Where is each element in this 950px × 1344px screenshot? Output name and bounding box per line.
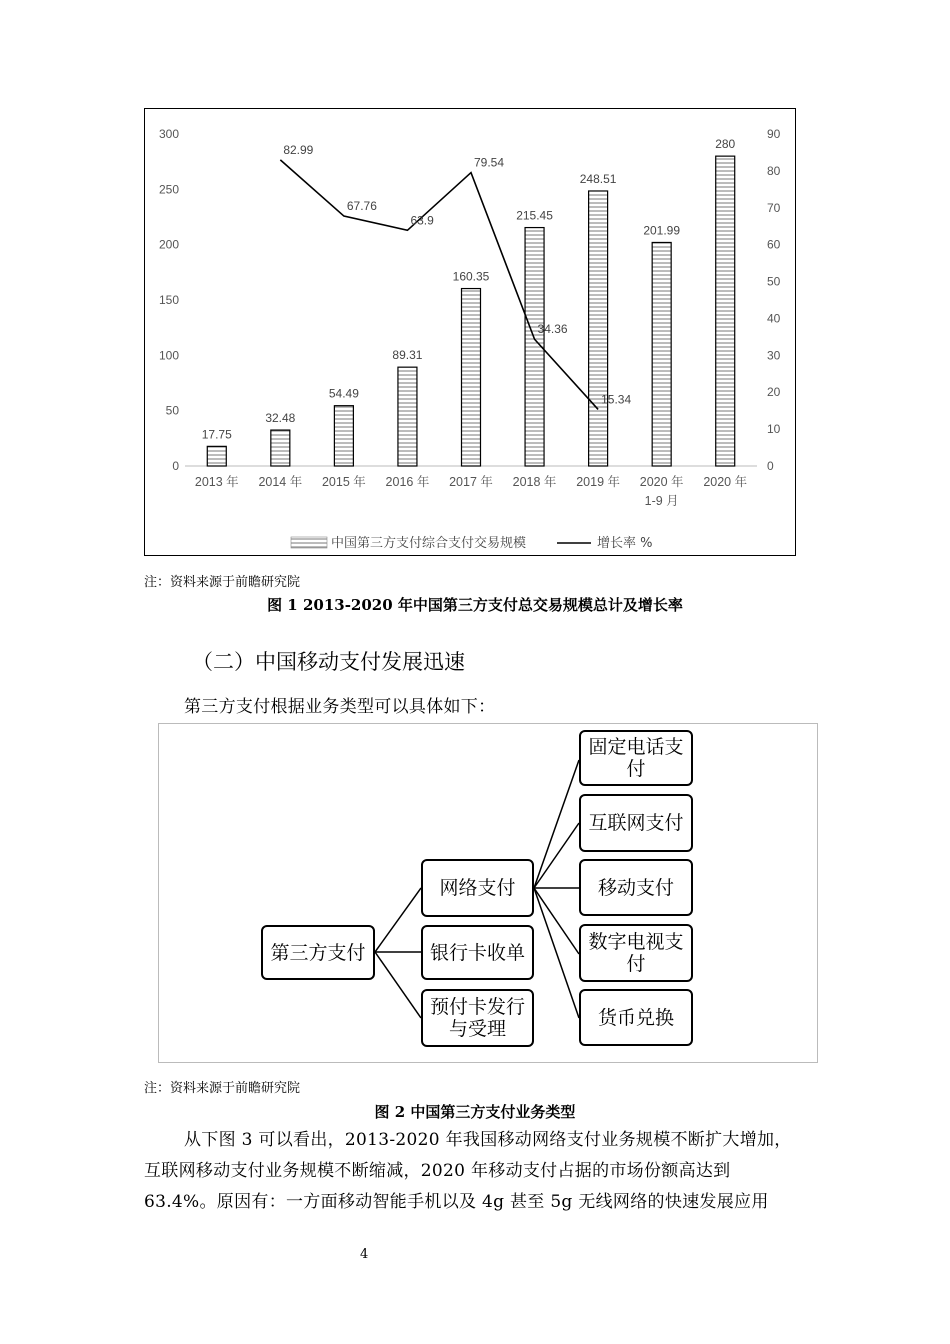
paragraph-line-3: 63.4%。原因有：一方面移动智能手机以及 4g 甚至 5g 无线网络的快速发展应用 [144, 1192, 769, 1212]
y-right-tick-label: 90 [767, 127, 781, 141]
line-value-label: 82.99 [283, 142, 314, 157]
paragraph-line-1: 从下图 3 可以看出，2013-2020 年我国移动网络支付业务规模不断扩大增加， [184, 1130, 792, 1150]
bar [652, 242, 671, 466]
x-tick-label: 2017 年 [449, 475, 493, 489]
y-right-tick-label: 80 [767, 163, 781, 178]
line-value-label: 15.34 [601, 392, 632, 407]
connector-root-mid3 [375, 952, 421, 1018]
bar [716, 156, 735, 466]
y-left-tick-label: 0 [172, 459, 179, 473]
bar [398, 367, 417, 466]
diagram-leaf-fixed-phone: 固定电话支付 [579, 730, 693, 786]
y-left-tick-label: 300 [158, 127, 179, 141]
x-tick-label: 1-9 月 [644, 494, 679, 508]
x-tick-label: 2013 年 [194, 475, 239, 489]
paragraph-line-2: 互联网移动支付业务规模不断缩减，2020 年移动支付占据的市场份额高达到 [144, 1161, 731, 1181]
page-number: 4 [360, 1247, 369, 1262]
line-value-label: 79.54 [474, 155, 505, 170]
diagram-leaf-digital-tv: 数字电视支付 [579, 924, 693, 982]
y-left-tick-label: 50 [165, 403, 179, 418]
diagram-leaf-mobile: 移动支付 [579, 859, 693, 916]
bar [334, 406, 353, 466]
bar-value-label: 160.35 [452, 269, 490, 284]
figure1-caption: 图 1 2013-2020 年中国第三方支付总交易规模总计及增长率 [267, 596, 683, 614]
y-right-tick-label: 70 [767, 200, 781, 215]
growth-rate-line [280, 160, 598, 410]
connector-root-mid1 [375, 888, 421, 952]
figure1-chart [144, 108, 796, 556]
x-tick-label: 2018 年 [512, 475, 557, 489]
figure2-diagram [158, 723, 818, 1063]
y-right-tick-label: 40 [767, 311, 781, 326]
y-right-tick-label: 50 [767, 274, 781, 289]
y-right-tick-label: 0 [767, 459, 774, 473]
y-right-tick-label: 60 [767, 237, 781, 252]
connector-mid-leaf5 [534, 888, 579, 1018]
diagram-leaf-internet: 互联网支付 [579, 794, 693, 852]
legend-bar-swatch [291, 537, 327, 548]
diagram-node-network-payment: 网络支付 [421, 859, 534, 917]
diagram-node-bank-card-acquiring: 银行卡收单 [421, 925, 534, 980]
y-left-tick-label: 100 [158, 348, 179, 363]
x-tick-label: 2015 年 [321, 475, 366, 489]
bar-value-label: 248.51 [579, 171, 617, 186]
bar-value-label: 17.75 [201, 427, 232, 442]
legend-bar-label: 中国第三方支付综合支付交易规模 [331, 536, 527, 551]
bar-value-label: 54.49 [328, 386, 359, 401]
bar [589, 191, 608, 466]
bar [462, 289, 481, 466]
figure2-caption: 图 2 中国第三方支付业务类型 [374, 1103, 576, 1121]
y-left-tick-label: 200 [158, 237, 179, 252]
y-left-tick-label: 150 [158, 293, 179, 307]
section-intro: 第三方支付根据业务类型可以具体如下： [184, 697, 496, 717]
y-right-tick-label: 10 [767, 422, 781, 437]
chart-svg [145, 109, 797, 557]
bar [271, 430, 290, 466]
legend-line-label: 增长率 % [597, 536, 653, 551]
x-tick-label: 2020 年 [703, 475, 748, 489]
x-tick-label: 2020 年 [639, 475, 684, 489]
x-tick-label: 2014 年 [258, 475, 303, 489]
y-right-tick-label: 30 [767, 348, 781, 363]
diagram-leaf-currency-exchange: 货币兑换 [579, 989, 693, 1046]
line-value-label: 67.76 [346, 199, 377, 214]
connector-mid-leaf1 [534, 760, 579, 888]
x-tick-label: 2016 年 [385, 475, 430, 489]
bar-value-label: 215.45 [516, 208, 553, 223]
x-tick-label: 2019 年 [576, 475, 621, 489]
section-heading: （二）中国移动支付发展迅速 [192, 650, 465, 674]
bar-value-label: 201.99 [643, 223, 681, 238]
line-value-label: 34.36 [537, 322, 568, 337]
line-value-label: 63.9 [410, 213, 434, 228]
source-note-1: 注：资料来源于前瞻研究院 [144, 575, 301, 590]
connector-mid-leaf2 [534, 823, 579, 888]
diagram-root-node: 第三方支付 [261, 925, 375, 980]
bar-value-label: 89.31 [392, 348, 423, 363]
y-left-tick-label: 250 [158, 182, 179, 197]
connector-mid-leaf4 [534, 888, 579, 954]
diagram-node-prepaid-card: 预付卡发行与受理 [421, 989, 534, 1047]
bar [207, 446, 226, 466]
bar-value-label: 280 [715, 137, 736, 152]
bar-value-label: 32.48 [265, 411, 296, 426]
y-right-tick-label: 20 [767, 385, 781, 400]
source-note-2: 注：资料来源于前瞻研究院 [144, 1081, 301, 1096]
